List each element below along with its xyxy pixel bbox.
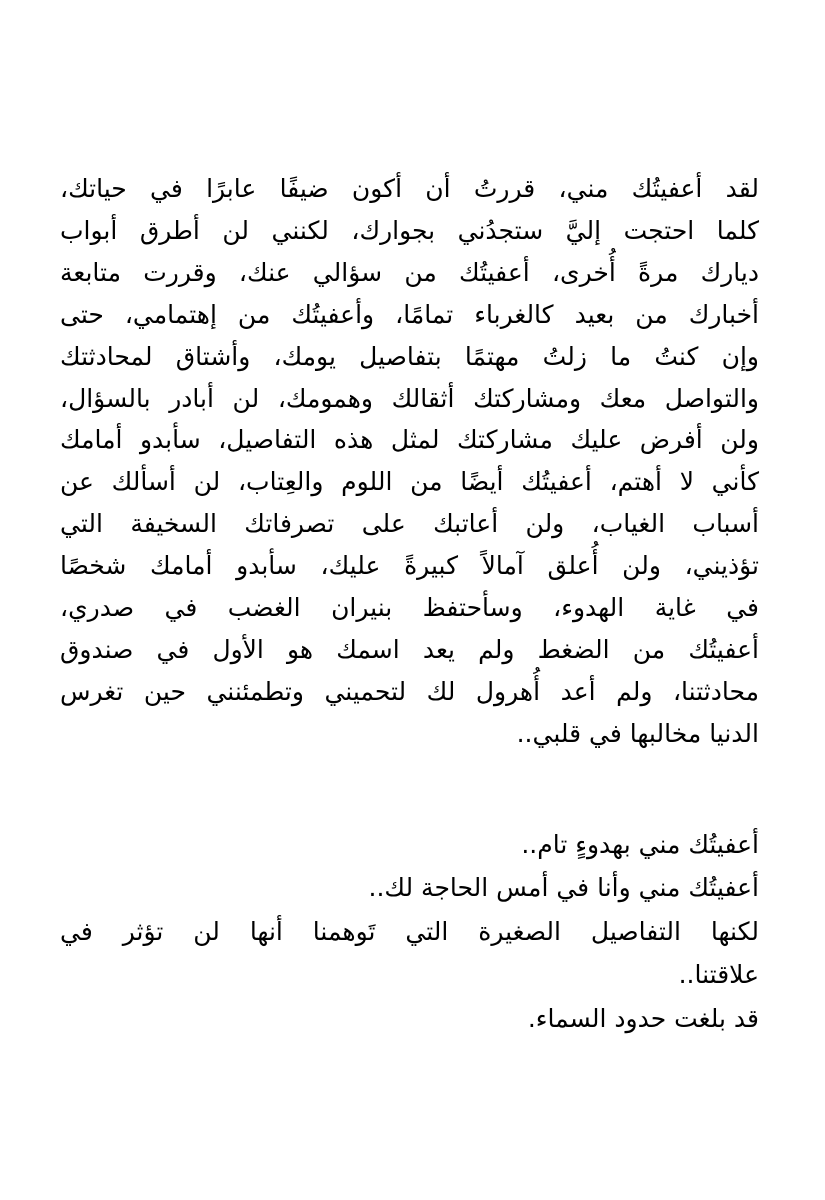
text-line: أعفيتُك مني بهدوءٍ تام.. <box>521 829 759 859</box>
text-line: أعفيتُك من الضغط ولم يعد اسمك هو الأول في صندوق <box>60 634 759 664</box>
text-line: والتواصل معك ومشاركتك أثقالك وهمومك، لن أبادر بالسؤال، <box>60 383 759 413</box>
text-line: محادثتنا، ولم أعد أُهرول لك لتحميني وتطمئنني حين تغرس <box>60 676 759 706</box>
text-line: تؤذيني، ولن أُعلق آمالاً كبيرةً عليك، سأبدو أمامك شخصًا <box>60 551 759 581</box>
text-line: قد بلغت حدود السماء. <box>527 1003 759 1033</box>
text-line: ولن أفرض عليك مشاركتك لمثل هذه التفاصيل، سأبدو أمامك <box>60 425 759 455</box>
text-line: كأني لا أهتم، أعفيتُك أيضًا من اللوم والعِتاب، لن أسألك عن <box>60 467 759 497</box>
text-line: في غاية الهدوء، وسأحتفظ بنيران الغضب في صدري، <box>60 593 759 623</box>
text-line: وإن كنتُ ما زلتُ مهتمًا بتفاصيل يومك، وأشتاق لمحادثتك <box>60 341 759 371</box>
text-line: لكنها التفاصيل الصغيرة التي تَوهمنا أنها لن تؤثر في <box>60 916 759 946</box>
text-line: كلما احتجت إليَّ ستجدُني بجوارك، لكنني لن أطرق أبواب <box>60 215 759 245</box>
text-line: لقد أعفيتُك مني، قررتُ أن أكون ضيفًا عابرًا في حياتك، <box>60 174 759 203</box>
text-line: أخبارك من بعيد كالغرباء تمامًا، وأعفيتُك من إهتمامي، حتى <box>60 299 759 329</box>
paragraph-gap <box>60 755 759 823</box>
text-line: ديارك مرةً أُخرى، أعفيتُك من سؤالي عنك، وقررت متابعة <box>60 257 759 287</box>
paragraph-1 <box>60 168 759 755</box>
text-line: علاقتنا.. <box>678 960 759 990</box>
text-line: أسباب الغياب، ولن أعاتبك على تصرفاتك السخيفة التي <box>60 509 759 539</box>
text-line: أعفيتُك مني وأنا في أمس الحاجة لك.. <box>368 873 759 903</box>
text-line: الدنيا مخالبها في قلبي.. <box>516 718 759 748</box>
paragraph-2 <box>60 823 759 1041</box>
